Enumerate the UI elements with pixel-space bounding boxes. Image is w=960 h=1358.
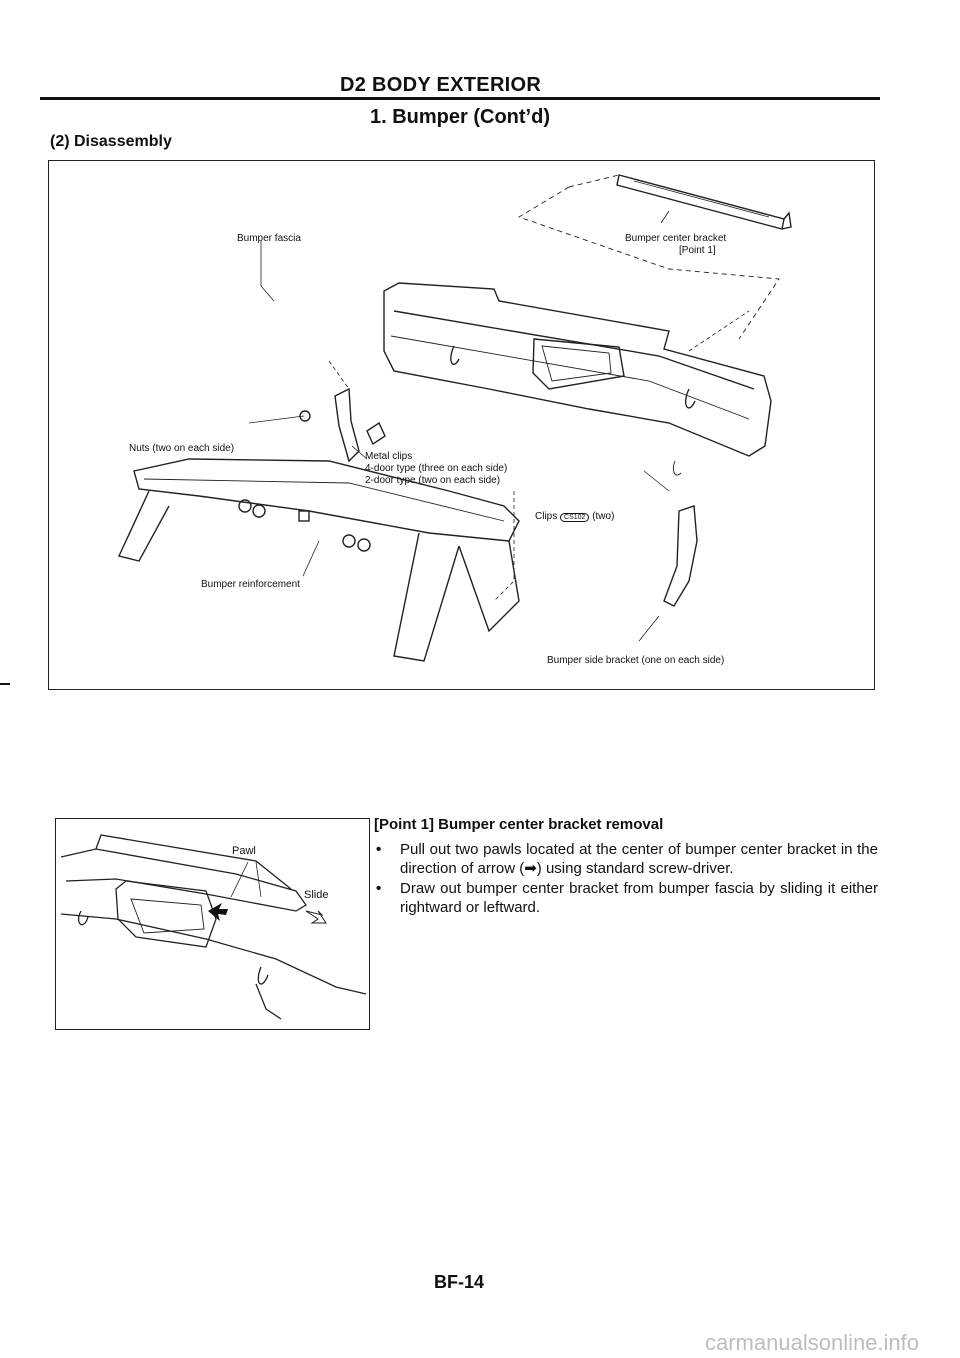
- label-center-bracket: Bumper center bracket: [625, 233, 727, 244]
- label-metal-clips-2door: 2-door type (two on each side): [365, 475, 501, 486]
- point1-heading: [Point 1] Bumper center bracket removal: [374, 816, 664, 833]
- bullet-icon: •: [376, 841, 382, 858]
- label-clips-count: (two): [592, 511, 615, 522]
- instruction-item: [374, 840, 878, 878]
- label-nuts: Nuts (two on each side): [129, 443, 235, 454]
- step-label: (2) Disassembly: [50, 133, 172, 150]
- label-bumper-reinforcement: Bumper reinforcement: [201, 579, 300, 590]
- label-metal-clips: Metal clips: [365, 451, 413, 462]
- label-clips-text: Clips: [535, 511, 558, 522]
- margin-tick: [0, 683, 10, 685]
- label-metal-clips-4door: 4-door type (three on each side): [365, 463, 508, 474]
- clip-code-badge: CS102: [560, 513, 589, 522]
- metal-clip-drawing: [335, 389, 359, 461]
- bumper-fascia-drawing: [384, 283, 771, 456]
- watermark: carmanualsonline.info: [705, 1330, 920, 1355]
- pawl-detail-figure: [55, 818, 370, 1030]
- bumper-exploded-drawing: [49, 161, 876, 691]
- header-rule: [40, 97, 880, 100]
- page-number: BF-14: [434, 1272, 485, 1292]
- disassembly-figure: [48, 160, 875, 690]
- pawl-detail-drawing: [56, 819, 371, 1031]
- label-bumper-fascia: Bumper fascia: [237, 233, 301, 244]
- instruction-text: Pull out two pawls located at the center of bumper center bracket in the direction of arrow (➡) using standard screw-driver.: [400, 841, 878, 877]
- instruction-list: [374, 840, 878, 918]
- subsection-title: 1. Bumper (Cont’d): [370, 106, 550, 128]
- label-side-bracket: Bumper side bracket (one on each side): [547, 655, 725, 666]
- label-center-bracket-ref: [Point 1]: [679, 245, 716, 256]
- label-slide: Slide: [304, 889, 329, 901]
- side-bracket-drawing: [664, 506, 697, 606]
- label-clips: [535, 511, 614, 524]
- bullet-icon: •: [376, 880, 382, 897]
- instruction-text: Draw out bumper center bracket from bumper fascia by sliding it either rightward or leftward.: [400, 880, 878, 916]
- instruction-item: [374, 879, 878, 917]
- label-pawl: Pawl: [232, 845, 256, 857]
- section-title: D2 BODY EXTERIOR: [340, 74, 542, 96]
